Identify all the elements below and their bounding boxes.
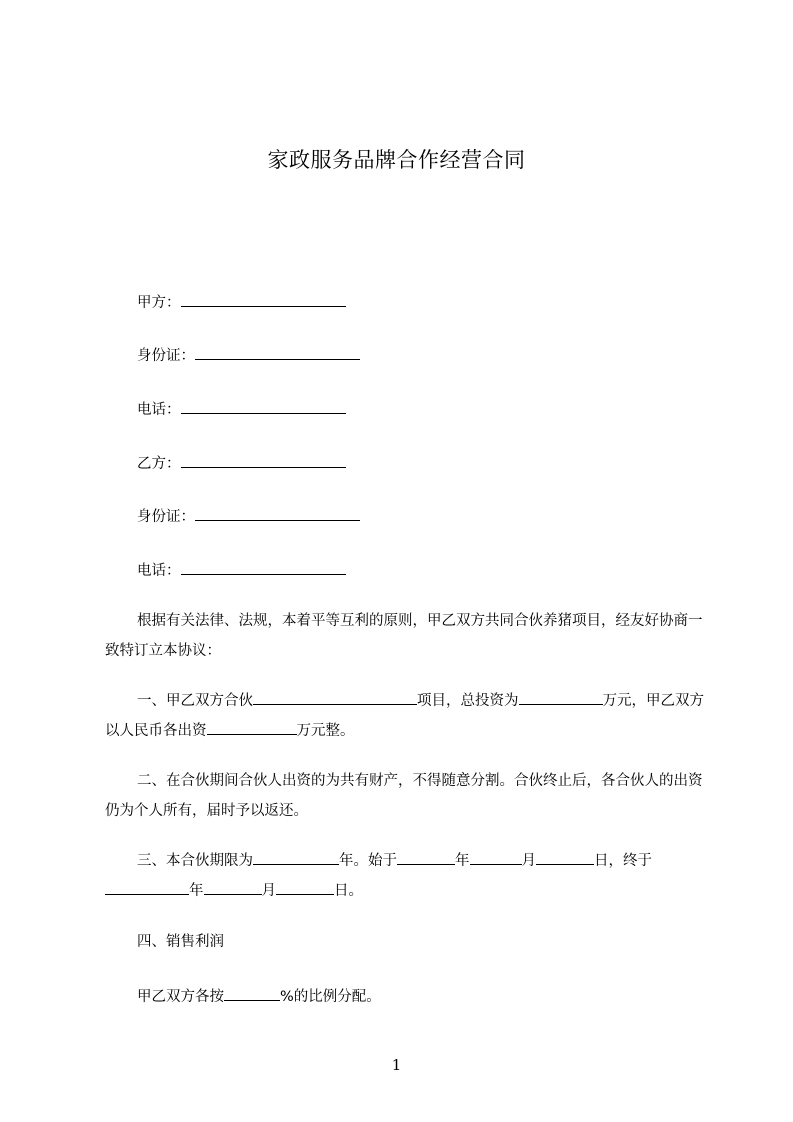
clause-1-paragraph [105, 686, 705, 746]
total-investment-blank[interactable] [519, 689, 603, 705]
party-b-name-field [137, 452, 346, 474]
end-month-blank[interactable] [204, 879, 262, 895]
clause-3-text-b: 年。始于 [339, 853, 397, 869]
clause-3-text-h: 日。 [334, 883, 363, 899]
clause-2-paragraph: 二、在合伙期间合伙人出资的为共有财产，不得随意分割。合伙终止后，各合伙人的出资仍为个人所有，届时予以返还。 [105, 773, 703, 819]
start-month-blank[interactable] [470, 849, 522, 865]
party-a-name-blank[interactable] [181, 291, 346, 307]
clause-3-text-c: 年 [455, 853, 470, 869]
contribution-blank[interactable] [207, 719, 297, 735]
clause-1-text-b: 项目，总投资为 [417, 693, 519, 709]
party-a-id-blank[interactable] [195, 344, 360, 360]
page-number: 1 [391, 1056, 402, 1074]
party-a-phone-blank[interactable] [181, 398, 346, 414]
project-name-blank-1[interactable] [253, 689, 337, 705]
end-year-blank[interactable] [105, 879, 189, 895]
clause-4-text [137, 985, 381, 1007]
clause-3-text-f: 年 [189, 883, 204, 899]
start-year-blank[interactable] [397, 849, 455, 865]
clause-1-text-d: 万元整。 [296, 723, 355, 739]
clause-4-text-b: %的比例分配。 [280, 989, 381, 1005]
party-b-id-blank[interactable] [195, 505, 360, 521]
profit-ratio-blank[interactable] [224, 985, 280, 1001]
party-a-phone-label: 电话： [137, 402, 181, 418]
project-name-blank-2[interactable] [337, 689, 417, 705]
clause-4-text-a: 甲乙双方各按 [137, 989, 224, 1005]
party-a-id-label: 身份证： [137, 348, 195, 364]
party-b-id-label: 身份证： [137, 509, 195, 525]
party-a-phone-field [137, 398, 346, 420]
party-b-name-blank[interactable] [181, 452, 346, 468]
party-a-name-field [137, 291, 346, 313]
party-b-phone-field [137, 559, 346, 581]
party-b-label: 乙方： [137, 456, 181, 472]
intro-paragraph: 根据有关法律、法规，本着平等互利的原则，甲乙双方共同合伙养猪项目，经友好协商一致特订立本协议： [105, 613, 703, 659]
clause-3-paragraph [105, 846, 705, 906]
clause-3-text-g: 月 [261, 883, 276, 899]
end-day-blank[interactable] [276, 879, 334, 895]
clause-1-text-c: 万元，甲乙双方以人民币各出资 [105, 693, 704, 739]
party-b-id-field [137, 505, 360, 527]
term-years-blank[interactable] [253, 849, 339, 865]
clause-4-heading: 四、销售利润 [137, 934, 224, 950]
document-title: 家政服务品牌合作经营合同 [267, 148, 526, 172]
clause-1-text-a: 一、甲乙双方合伙 [137, 693, 253, 709]
clause-3-text-a: 三、本合伙期限为 [137, 853, 253, 869]
party-b-phone-label: 电话： [137, 563, 181, 579]
party-a-id-field [137, 344, 360, 366]
clause-3-text-e: 日，终于 [594, 853, 652, 869]
party-a-label: 甲方： [137, 295, 181, 311]
start-day-blank[interactable] [536, 849, 594, 865]
clause-3-text-d: 月 [521, 853, 536, 869]
party-b-phone-blank[interactable] [181, 559, 346, 575]
